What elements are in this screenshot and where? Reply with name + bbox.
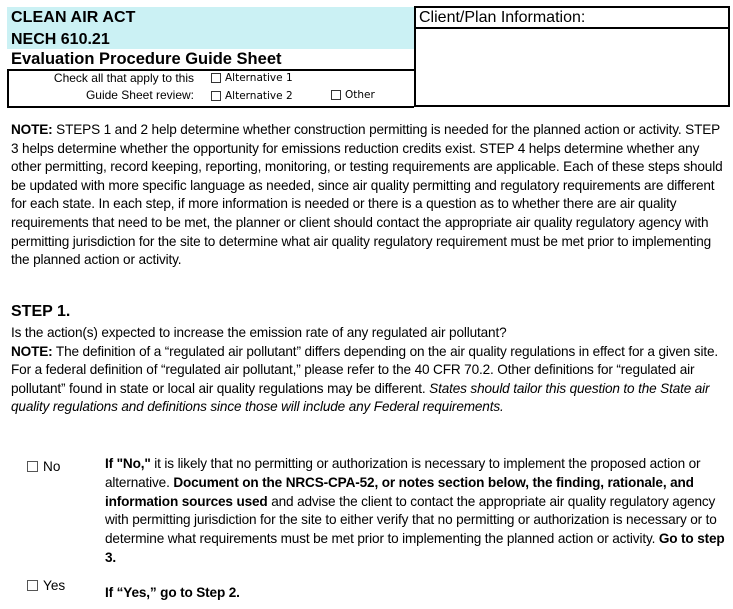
step1-note-label: NOTE: (11, 343, 53, 359)
checkbox-icon[interactable] (27, 580, 38, 591)
option-label: Alternative 1 (225, 72, 293, 84)
checkbox-icon[interactable] (211, 91, 221, 101)
option-label: Other (345, 89, 375, 101)
answer-no-text (105, 455, 725, 568)
step1-note-text: The definition of a “regulated air pollutant” differs depending on the air quality regulations in effect for a given site. For a federal definition of “regulated air pollutant,” please refer to the 40 CFR 70.2. Other definitions for “regulated air pollutant” found in state or local air quality regulations may be different. (11, 343, 718, 396)
answer-yes-text (105, 584, 725, 603)
step1-heading: STEP 1. (11, 303, 71, 320)
no-lead: If "No," (105, 456, 151, 471)
client-plan-title: Client/Plan Information: (416, 8, 728, 29)
step1-note-italic: States should tailor this question to the State air quality regulations and definitions since those will include any Federal requirements. (11, 380, 710, 415)
option-other[interactable] (331, 89, 375, 101)
checklist-label-line2: Guide Sheet review: (85, 88, 194, 102)
option-alternative-2[interactable] (211, 90, 293, 102)
option-label: Alternative 2 (225, 90, 293, 102)
note-label: NOTE: (11, 122, 53, 137)
answer-no[interactable] (27, 459, 60, 474)
checkbox-icon[interactable] (211, 73, 221, 83)
note-text: STEPS 1 and 2 help determine whether construction permitting is needed for the planned action or activity. STEP 3 helps determine whether the opportunity for emissions reduction credits exist. STEP 4 helps determine whether any other permitting, record keeping, reporting, monitoring, or testing requirements are applicable. Each of these steps should be updated with more specific language as needed, since air quality permitting and regulatory requirements are different for each state. In each step, if more information is needed or there is a question as to whether there are air quality requirements that need to be met, the planner or client should contact the appropriate air quality regulatory agency with permitting jurisdiction for the site to determine what air quality regulatory requirement must be met prior to implementing the planned action or activity. (11, 122, 723, 268)
yes-goto: If “Yes,” go to Step 2. (105, 585, 240, 600)
step1-question: Is the action(s) expected to increase the emission rate of any regulated air pollutant? (11, 325, 507, 340)
header-act-title: CLEAN AIR ACT (11, 9, 136, 26)
no-text2: and advise the client to contact the appropriate air quality regulatory agency with permitting jurisdiction for the site to either verify that no permitting or authorization is necessary or to determine what requirements must be met prior to implementing the planned action or activity. (105, 493, 717, 547)
checklist-label-line1: Check all that apply to this (53, 71, 194, 85)
step1-block (11, 324, 723, 417)
client-plan-input[interactable] (416, 29, 728, 105)
option-alternative-1[interactable] (211, 72, 293, 84)
answer-label: No (43, 459, 61, 474)
header-code: NECH 610.21 (11, 31, 110, 48)
client-plan-box (414, 6, 730, 107)
answer-yes[interactable] (27, 578, 65, 593)
page-title: Evaluation Procedure Guide Sheet (11, 50, 282, 68)
no-text1: it is likely that no permitting or authorization is necessary to implement the proposed action or alternative. (105, 456, 701, 490)
no-bold-instruction: Document on the NRCS-CPA-52, or notes section below, the finding, rationale, and information sources used (105, 474, 694, 509)
checkbox-icon[interactable] (331, 90, 341, 100)
intro-note (11, 121, 723, 270)
checkbox-icon[interactable] (27, 461, 38, 472)
answer-label: Yes (43, 578, 66, 593)
no-goto: Go to step 3. (105, 531, 725, 565)
